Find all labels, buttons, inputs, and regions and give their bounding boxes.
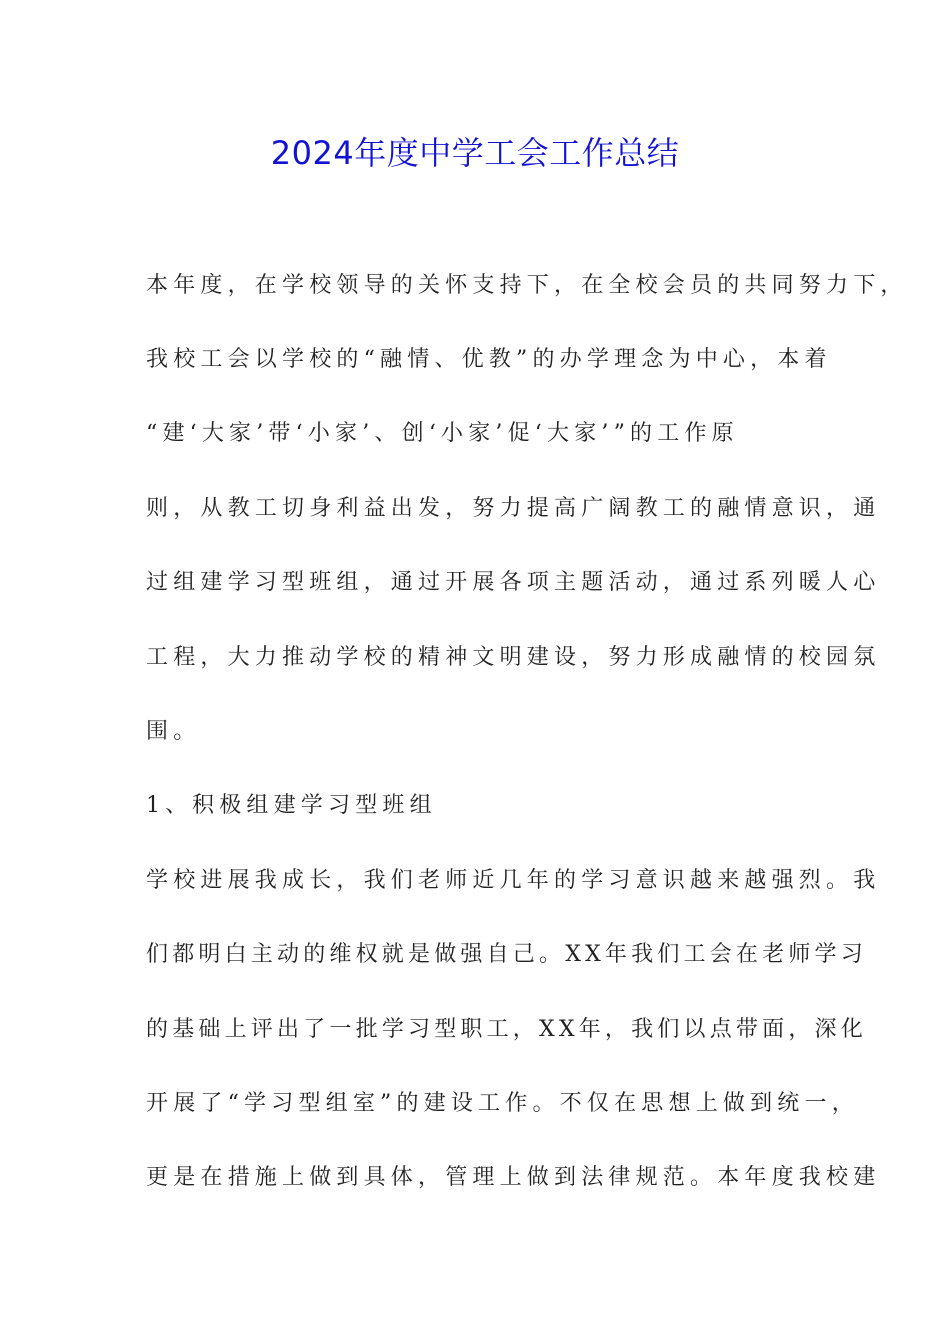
section-number: 1、 xyxy=(146,793,193,818)
paragraph-line: 的基础上评出了一批学习型职工，XX年，我们以点带面，深化 xyxy=(146,1017,867,1042)
paragraph-line: 本年度，在学校领导的关怀支持下，在全校会员的共同努力下， xyxy=(146,273,908,298)
section-heading xyxy=(146,788,437,824)
paragraph-line: 围。 xyxy=(146,719,201,744)
paragraph-line: 更是在措施上做到具体，管理上做到法律规范。本年度我校建 xyxy=(146,1165,881,1190)
paragraph-line: 们都明白主动的维权就是做强自己。XX年我们工会在老师学习 xyxy=(146,942,867,967)
paragraph-line: 则，从教工切身利益出发，努力提高广阔教工的融情意识，通 xyxy=(146,496,881,521)
paragraph-line: “建‘大家’带‘小家’、创‘小家’促‘大家’”的工作原 xyxy=(146,421,739,446)
paragraph-line: 过组建学习型班组，通过开展各项主题活动，通过系列暖人心 xyxy=(146,570,881,595)
document-title: 2024年度中学工会工作总结 xyxy=(270,134,680,172)
paragraph-line: 工程，大力推动学校的精神文明建设，努力形成融情的校园氛 xyxy=(146,645,881,670)
section-heading-text: 积极组建学习型班组 xyxy=(192,793,437,818)
paragraph-line: 我校工会以学校的“融情、优教”的办学理念为中心，本着 xyxy=(146,347,832,372)
paragraph-line: 开展了“学习型组室”的建设工作。不仅在思想上做到统一， xyxy=(146,1091,859,1116)
paragraph-line: 学校进展我成长，我们老师近几年的学习意识越来越强烈。我 xyxy=(146,868,881,893)
